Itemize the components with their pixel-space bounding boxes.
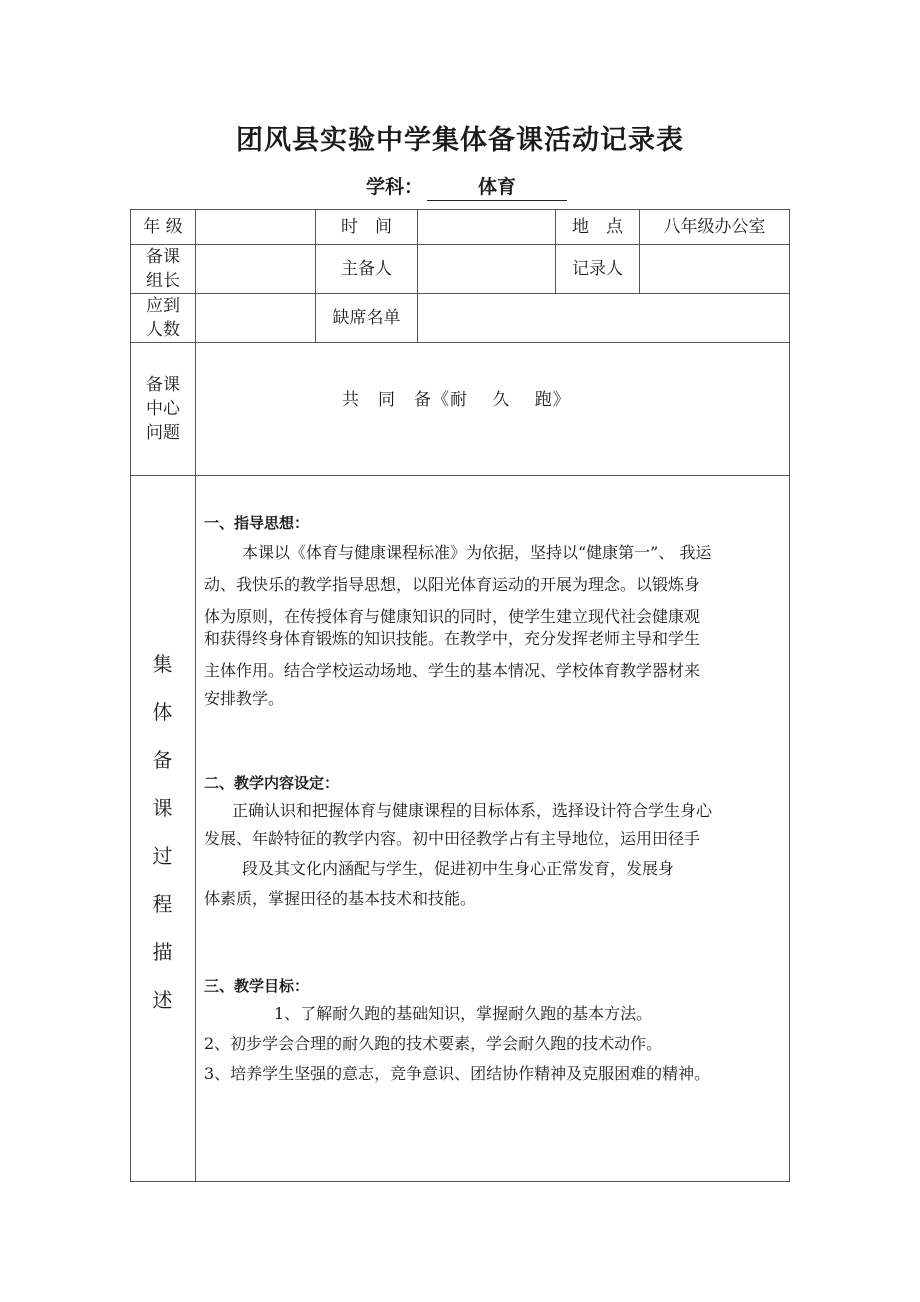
expected-label-line1: 应到 <box>146 296 180 316</box>
paragraph-line: 体素质，掌握田径的基本技术和技能。 <box>204 889 477 908</box>
subject-line <box>366 172 567 201</box>
paragraph-line: 体为原则，在传授体育与健康知识的同时，使学生建立现代社会健康观 <box>204 607 701 626</box>
preparer-label: 主备人 <box>341 259 392 279</box>
process-label-char: 程 <box>152 892 173 916</box>
paragraph-line: 本课以《体育与健康课程标准》为依据，坚持以“健康第一”、 我运 <box>242 543 712 562</box>
process-label-char: 课 <box>152 796 173 820</box>
paragraph-line: 安排教学。 <box>204 689 285 708</box>
process-label-char: 描 <box>152 940 173 964</box>
central-question-value: 共 同 备《耐 久 跑》 <box>342 390 571 410</box>
section-heading-teaching-goals: 三、教学目标： <box>204 977 310 995</box>
section-heading-guiding-idea: 一、指导思想： <box>204 514 310 532</box>
absent-label: 缺席名单 <box>332 308 401 328</box>
expected-label <box>131 294 195 342</box>
process-label-char: 体 <box>152 700 173 724</box>
central-question-label-line3: 问题 <box>146 423 180 443</box>
goal-item: 2、初步学会合理的耐久跑的技术要素，学会耐久跑的技术动作。 <box>204 1034 663 1053</box>
grade-label: 年 级 <box>143 217 183 237</box>
central-question-value-cell[interactable] <box>196 343 789 475</box>
paragraph-line: 和获得终身体育锻炼的知识技能。在教学中，充分发挥老师主导和学生 <box>204 629 701 648</box>
absent-value[interactable] <box>418 294 789 342</box>
expected-value[interactable] <box>196 294 315 342</box>
leader-value[interactable] <box>196 245 315 293</box>
process-label-char: 集 <box>152 652 173 676</box>
subject-value: 体育 <box>427 172 567 201</box>
goal-item: 1、了解耐久跑的基础知识，掌握耐久跑的基本方法。 <box>274 1004 653 1023</box>
place-value[interactable]: 八年级办公室 <box>663 217 766 237</box>
expected-label-line2: 人数 <box>146 320 180 340</box>
preparer-value[interactable] <box>418 245 555 293</box>
process-label-char: 备 <box>152 748 173 772</box>
leader-label-line2: 组长 <box>146 271 180 291</box>
grade-value[interactable] <box>196 210 315 244</box>
place-label: 地 点 <box>572 217 623 237</box>
page-title: 团风县实验中学集体备课活动记录表 <box>236 125 684 156</box>
paragraph-line: 动、我快乐的教学指导思想，以阳光体育运动的开展为理念。以锻炼身 <box>204 575 701 594</box>
paragraph-line: 主体作用。结合学校运动场地、学生的基本情况、学校体育教学器材来 <box>204 661 701 680</box>
central-question-label <box>131 343 195 475</box>
paragraph-line: 段及其文化内涵配与学生，促进初中生身心正常发育，发展身 <box>242 859 675 878</box>
subject-label: 学科： <box>366 176 424 198</box>
process-label-char: 过 <box>152 844 173 868</box>
paragraph-line: 发展、年龄特征的教学内容。初中田径教学占有主导地位，运用田径手 <box>204 829 701 848</box>
time-value[interactable] <box>418 210 555 244</box>
recorder-label: 记录人 <box>572 259 623 279</box>
paragraph-line: 正确认识和把握体育与健康课程的目标体系，选择设计符合学生身心 <box>232 801 713 820</box>
time-label: 时 间 <box>341 217 392 237</box>
goal-item: 3、培养学生坚强的意志，竞争意识、团结协作精神及克服困难的精神。 <box>204 1064 711 1083</box>
recorder-value[interactable] <box>640 245 789 293</box>
process-label-char: 述 <box>152 988 173 1012</box>
leader-label <box>131 245 195 293</box>
leader-label-line1: 备课 <box>146 247 180 267</box>
central-question-label-line2: 中心 <box>146 399 180 419</box>
central-question-label-line1: 备课 <box>146 375 180 395</box>
section-heading-content-setting: 二、教学内容设定： <box>204 774 340 792</box>
